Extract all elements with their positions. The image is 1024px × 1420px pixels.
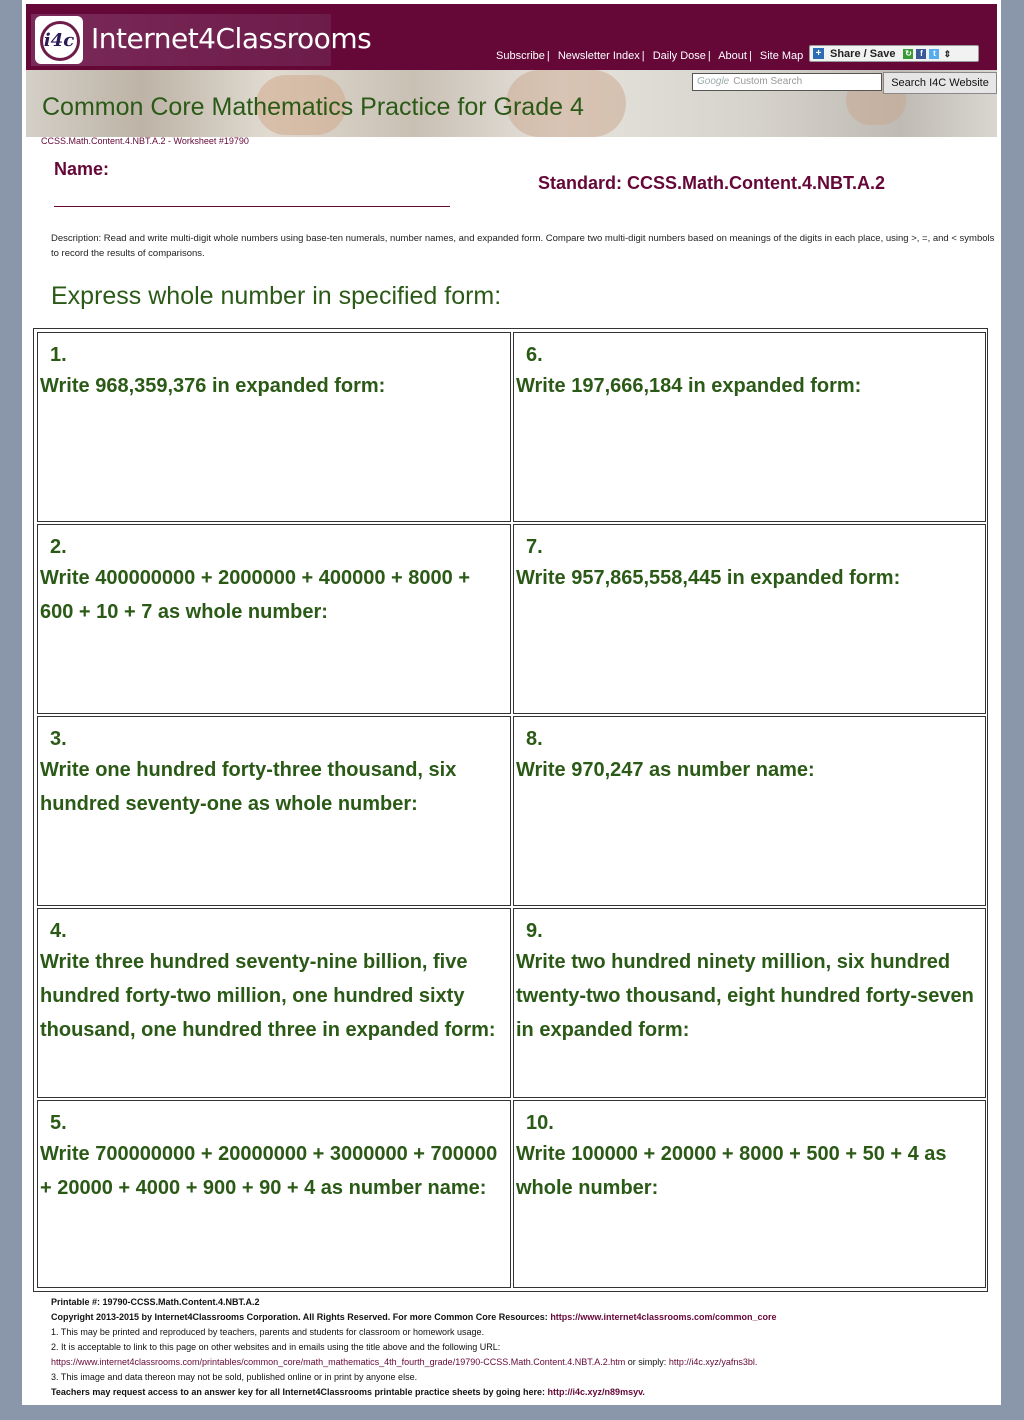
question-cell <box>37 524 511 714</box>
question-cell <box>37 908 511 1098</box>
question-text: Write two hundred ninety million, six hundred twenty-two thousand, eight hundred forty-seven in expanded form: <box>516 951 974 1041</box>
question-cell <box>513 908 986 1098</box>
question-number: 6. <box>526 344 543 366</box>
nav-about[interactable]: About <box>718 50 747 62</box>
plus-icon: + <box>813 48 824 59</box>
share-icon: ↻ <box>905 48 912 58</box>
search-placeholder: Custom Search <box>733 76 803 87</box>
breadcrumb: CCSS.Math.Content.4.NBT.A.2 - Worksheet #19790 <box>41 136 249 146</box>
question-number: 8. <box>526 728 543 750</box>
name-line <box>54 206 450 207</box>
question-cell <box>513 716 986 906</box>
question-number: 3. <box>50 728 67 750</box>
facebook-icon: f <box>916 49 926 59</box>
footer-note-2: 2. It is acceptable to link to this page on other websites and in emails using the title above and the following URL: <box>51 1342 501 1352</box>
name-label: Name: <box>54 159 110 179</box>
question-text: Write 957,865,558,445 in expanded form: <box>516 567 901 589</box>
footer <box>51 1295 991 1400</box>
search-input[interactable] <box>692 73 882 91</box>
footer-note-2-urls: https://www.internet4classrooms.com/printables/common_core/math_mathematics_4th_fourth_grade/19790-CCSS.Math.Content.4.NBT.A.2.htm or simply: http://i4c.xyz/yafns3bl. <box>51 1357 758 1367</box>
question-text: Write 400000000 + 2000000 + 400000 + 8000 + 600 + 10 + 7 as whole number: <box>40 567 471 623</box>
question-grid <box>33 328 988 1292</box>
question-cell <box>37 716 511 906</box>
question-text: Write three hundred seventy-nine billion, five hundred forty-two million, one hundred sixty thousand, one hundred three in expanded form: <box>40 951 496 1041</box>
common-core-link[interactable]: https://www.internet4classrooms.com/common_core <box>550 1312 777 1322</box>
top-nav: Subscribe | Newsletter Index | Daily Dose | About | Site Map <box>496 50 804 62</box>
question-number: 7. <box>526 536 543 558</box>
footer-note-1: 1. This may be printed and reproduced by teachers, parents and students for classroom or homework usage. <box>51 1327 485 1337</box>
footer-note-3: 3. This image and data thereon may not be sold, published online or in print by anyone else. <box>51 1372 418 1382</box>
logo-text: Internet4Classrooms <box>91 22 372 55</box>
question-cell <box>513 332 986 522</box>
answer-key-note: Teachers may request access to an answer key for all Internet4Classrooms printable practice sheets by going here: http://i4c.xyz/n89msyv. <box>51 1387 645 1397</box>
short-url-link[interactable]: http://i4c.xyz/yafns3bl. <box>668 1357 758 1367</box>
search-button[interactable]: Search I4C Website <box>883 72 997 94</box>
question-cell <box>37 332 511 522</box>
page <box>22 0 1001 1405</box>
question-number: 9. <box>526 920 543 942</box>
nav-subscribe[interactable]: Subscribe <box>496 50 545 62</box>
nav-site-map[interactable]: Site Map <box>759 50 804 62</box>
question-number: 4. <box>50 920 67 942</box>
question-cell <box>37 1100 511 1288</box>
i4c-logo-icon: i4c <box>35 16 83 64</box>
question-cell <box>513 524 986 714</box>
share-label: Share / Save <box>830 47 896 60</box>
description: Description: Read and write multi-digit whole numbers using base-ten numerals, number names, and expanded form. Compare two multi-digit numbers based on meanings of the digits in each place, using >, =, and < symbols to record the results of comparisons. <box>51 233 995 259</box>
standard-label: Standard: CCSS.Math.Content.4.NBT.A.2 <box>538 173 886 193</box>
instructions: Express whole number in specified form: <box>51 282 502 310</box>
worksheet-url-link[interactable]: https://www.internet4classrooms.com/printables/common_core/math_mathematics_4th_fourth_grade/19790-CCSS.Math.Content.4.NBT.A.2.htm <box>51 1357 626 1367</box>
printable-number: Printable #: 19790-CCSS.Math.Content.4.NBT.A.2 <box>51 1297 260 1307</box>
question-number: 1. <box>50 344 67 366</box>
question-text: Write 970,247 as number name: <box>516 759 815 781</box>
site-logo[interactable] <box>31 14 372 66</box>
google-logo: Google <box>697 76 730 87</box>
chevron-updown-icon: ⇕ <box>943 48 952 59</box>
question-text: Write 197,666,184 in expanded form: <box>516 375 862 397</box>
question-text: Write 100000 + 20000 + 8000 + 500 + 50 + 4 as whole number: <box>516 1143 947 1199</box>
question-number: 2. <box>50 536 67 558</box>
question-number: 5. <box>50 1112 67 1134</box>
question-text: Write 700000000 + 20000000 + 3000000 + 700000 + 20000 + 4000 + 900 + 90 + 4 as number name: <box>40 1143 498 1199</box>
question-cell <box>513 1100 986 1288</box>
site-header <box>26 4 997 70</box>
page-title: Common Core Mathematics Practice for Grade 4 <box>42 93 584 121</box>
copyright: Copyright 2013-2015 by Internet4Classrooms Corporation. All Rights Reserved. For more Common Core Resources: https://www.internet4classrooms.com/common_core <box>51 1312 777 1322</box>
nav-newsletter-index[interactable]: Newsletter Index <box>557 50 640 62</box>
share-save-button[interactable] <box>809 45 979 62</box>
nav-daily-dose[interactable]: Daily Dose <box>652 50 706 62</box>
question-number: 10. <box>526 1112 554 1134</box>
twitter-icon: t <box>929 49 939 59</box>
question-text: Write one hundred forty-three thousand, six hundred seventy-one as whole number: <box>40 759 457 815</box>
question-text: Write 968,359,376 in expanded form: <box>40 375 386 397</box>
answer-key-link[interactable]: http://i4c.xyz/n89msyv. <box>547 1387 645 1397</box>
